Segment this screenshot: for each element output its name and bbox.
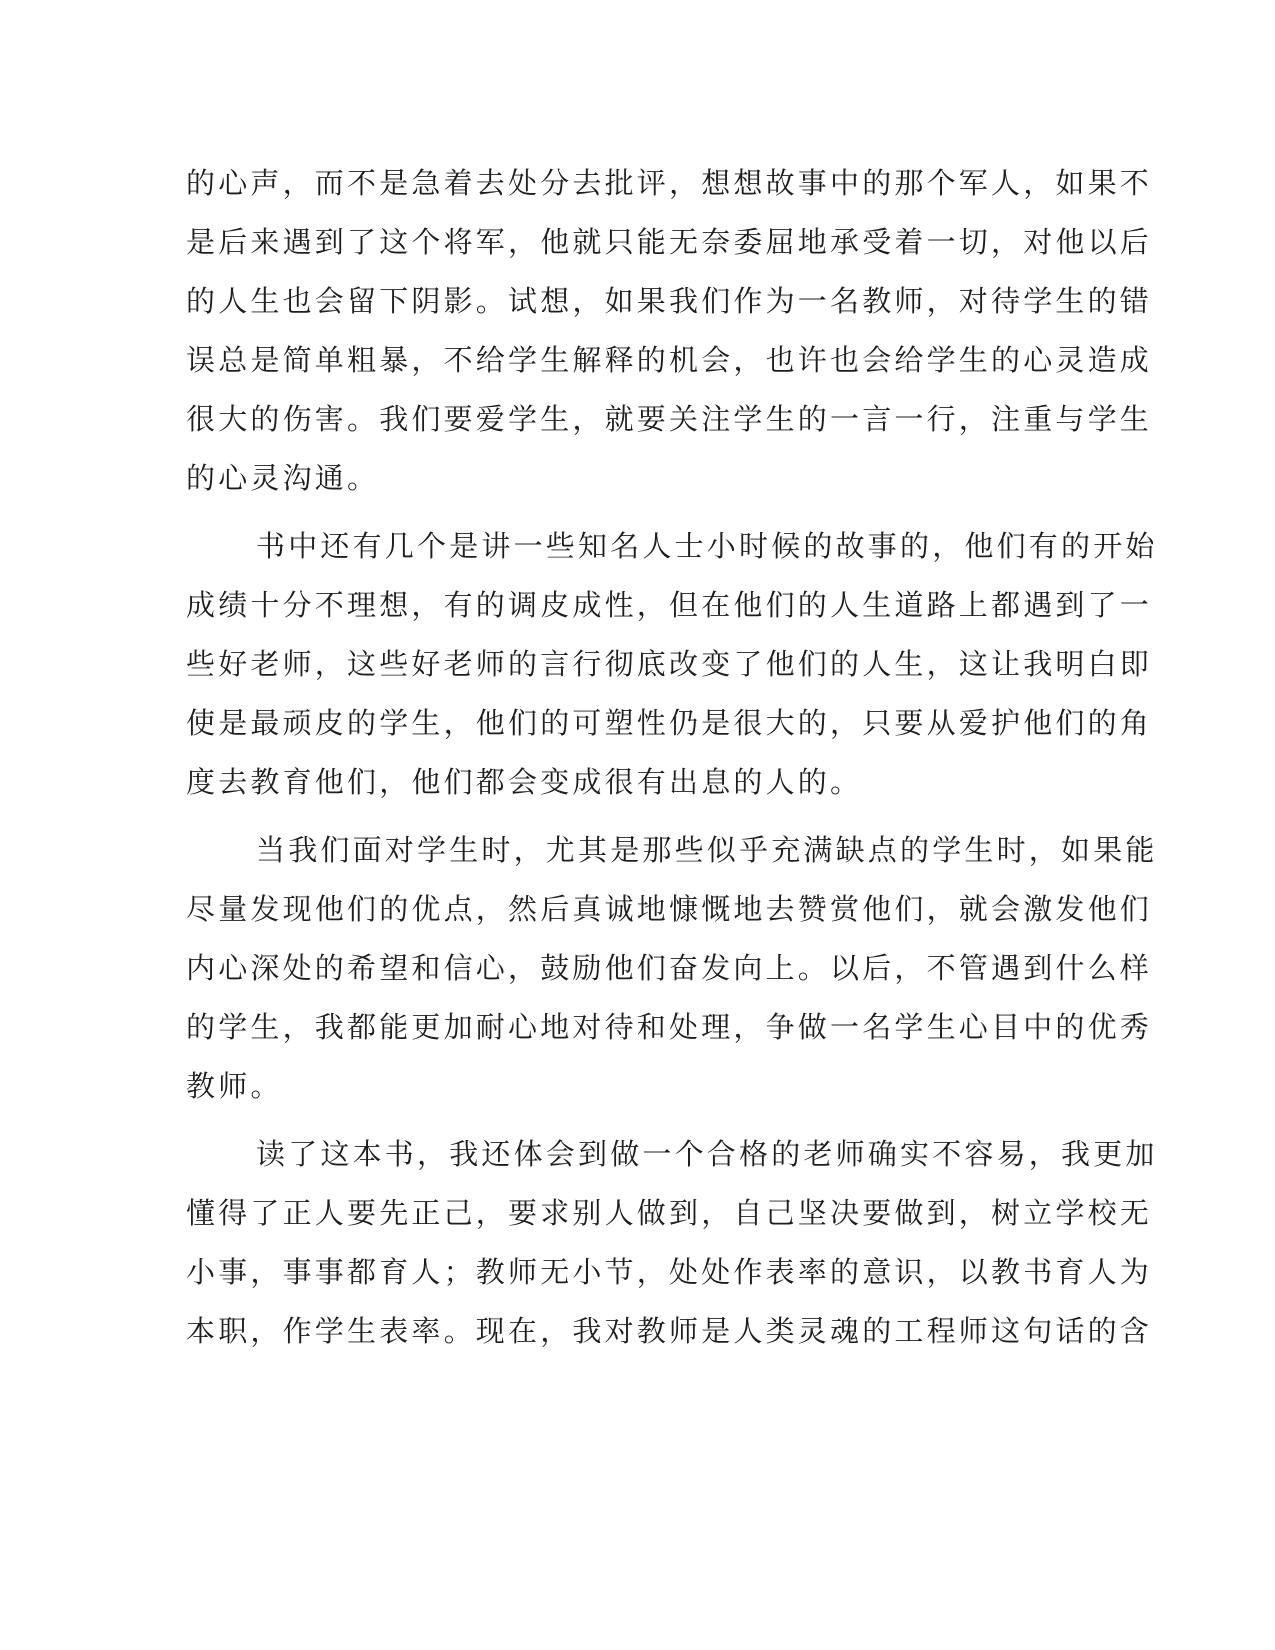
- paragraph: [186, 1125, 1158, 1361]
- text-line: 是后来遇到了这个将军，他就只能无奈委屈地承受着一切，对他以后: [186, 225, 1153, 259]
- paragraph: [186, 821, 1158, 1116]
- text-line: 的心灵沟通。: [186, 461, 380, 495]
- paragraph: [186, 154, 1153, 508]
- text-line: 内心深处的希望和信心，鼓励他们奋发向上。以后，不管遇到什么样: [186, 951, 1153, 985]
- body-text: [186, 154, 1158, 1361]
- text-line: 小事，事事都育人；教师无小节，处处作表率的意识，以教书育人为: [186, 1255, 1153, 1289]
- text-line: 成绩十分不理想，有的调皮成性，但在他们的人生道路上都遇到了一: [186, 588, 1153, 622]
- text-line: 懂得了正人要先正己，要求别人做到，自己坚决要做到，树立学校无: [186, 1196, 1153, 1230]
- text-line: 的心声，而不是急着去处分去批评，想想故事中的那个军人，如果不: [186, 166, 1153, 200]
- text-line: 本职，作学生表率。现在，我对教师是人类灵魂的工程师这句话的含: [186, 1314, 1153, 1348]
- text-line: 读了这本书，我还体会到做一个合格的老师确实不容易，我更加: [256, 1137, 1158, 1171]
- text-line: 误总是简单粗暴，不给学生解释的机会，也许也会给学生的心灵造成: [186, 343, 1153, 377]
- text-line: 度去教育他们，他们都会变成很有出息的人的。: [186, 765, 863, 799]
- text-line: 的学生，我都能更加耐心地对待和处理，争做一名学生心目中的优秀: [186, 1010, 1153, 1044]
- text-line: 书中还有几个是讲一些知名人士小时候的故事的，他们有的开始: [256, 529, 1158, 563]
- text-line: 教师。: [186, 1069, 283, 1103]
- text-line: 尽量发现他们的优点，然后真诚地慷慨地去赞赏他们，就会激发他们: [186, 892, 1153, 926]
- text-line: 很大的伤害。我们要爱学生，就要关注学生的一言一行，注重与学生: [186, 402, 1153, 436]
- paragraph: [186, 517, 1158, 812]
- text-line: 些好老师，这些好老师的言行彻底改变了他们的人生，这让我明白即: [186, 647, 1153, 681]
- text-line: 当我们面对学生时，尤其是那些似乎充满缺点的学生时，如果能: [256, 833, 1158, 867]
- text-line: 使是最顽皮的学生，他们的可塑性仍是很大的，只要从爱护他们的角: [186, 706, 1153, 740]
- text-line: 的人生也会留下阴影。试想，如果我们作为一名教师，对待学生的错: [186, 284, 1153, 318]
